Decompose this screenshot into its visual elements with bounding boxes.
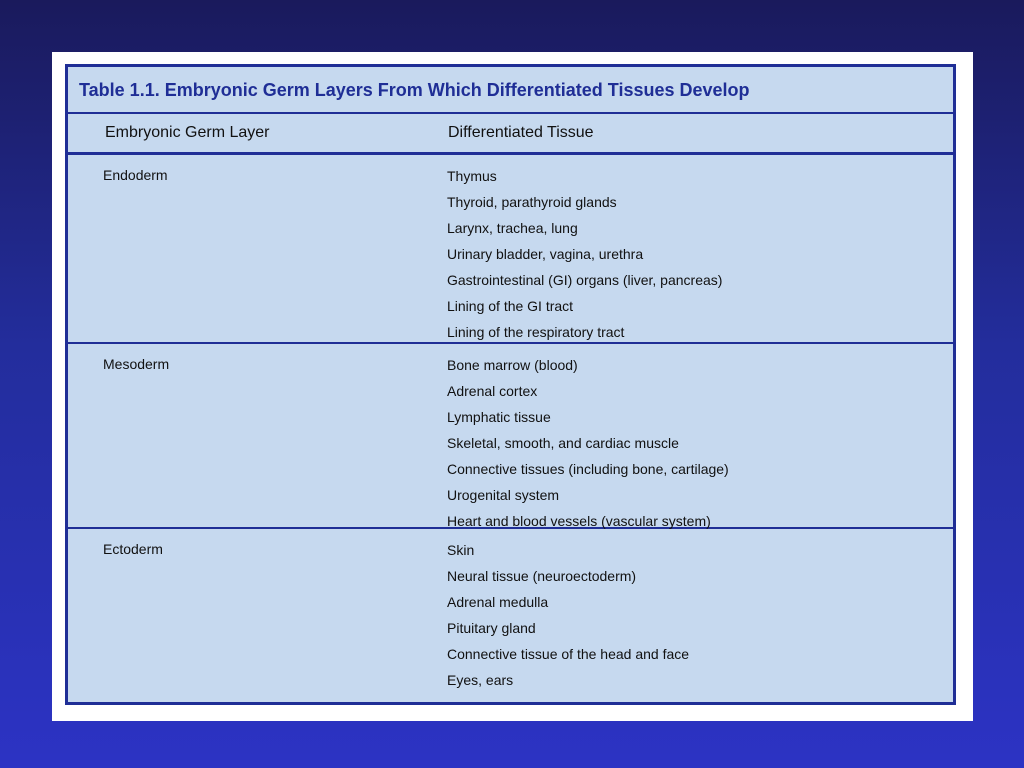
list-item: Neural tissue (neuroectoderm) [447, 568, 637, 584]
list-item: Thyroid, parathyroid glands [447, 194, 617, 210]
list-item: Connective tissues (including bone, cartilage) [447, 461, 729, 477]
list-item: Thymus [447, 168, 497, 184]
germ-layer-name: Endoderm [103, 167, 168, 183]
list-item: Bone marrow (blood) [447, 357, 578, 373]
table-title: Table 1.1. Embryonic Germ Layers From Which Differentiated Tissues Develop [68, 67, 953, 114]
list-item: Eyes, ears [447, 672, 514, 688]
list-item: Adrenal medulla [447, 594, 549, 610]
list-item: Skeletal, smooth, and cardiac muscle [447, 435, 679, 451]
header-differentiated-tissue: Differentiated Tissue [448, 124, 594, 141]
list-item: Adrenal cortex [447, 383, 538, 399]
list-item: Gastrointestinal (GI) organs (liver, pancreas) [447, 272, 723, 288]
list-item: Connective tissue of the head and face [447, 646, 690, 662]
list-item: Lining of the respiratory tract [447, 324, 625, 340]
list-item: Urinary bladder, vagina, urethra [447, 246, 644, 262]
list-item: Lymphatic tissue [447, 409, 551, 425]
table-header-row [68, 114, 953, 155]
germ-layer-name: Ectoderm [103, 541, 163, 557]
table-row-endoderm [68, 155, 953, 344]
list-item: Heart and blood vessels (vascular system) [447, 513, 711, 529]
list-item: Urogenital system [447, 487, 560, 503]
table-row-ectoderm [68, 529, 953, 705]
table-row-mesoderm [68, 344, 953, 529]
list-item: Skin [447, 542, 475, 558]
list-item: Larynx, trachea, lung [447, 220, 578, 236]
slide-card [52, 52, 973, 721]
germ-layer-table [65, 64, 956, 705]
list-item: Pituitary gland [447, 620, 536, 636]
tissue-list [447, 356, 729, 538]
tissue-list [447, 167, 722, 349]
list-item: Lining of the GI tract [447, 298, 574, 314]
header-germ-layer: Embryonic Germ Layer [105, 124, 270, 141]
tissue-list [447, 541, 689, 697]
germ-layer-name: Mesoderm [103, 356, 170, 372]
